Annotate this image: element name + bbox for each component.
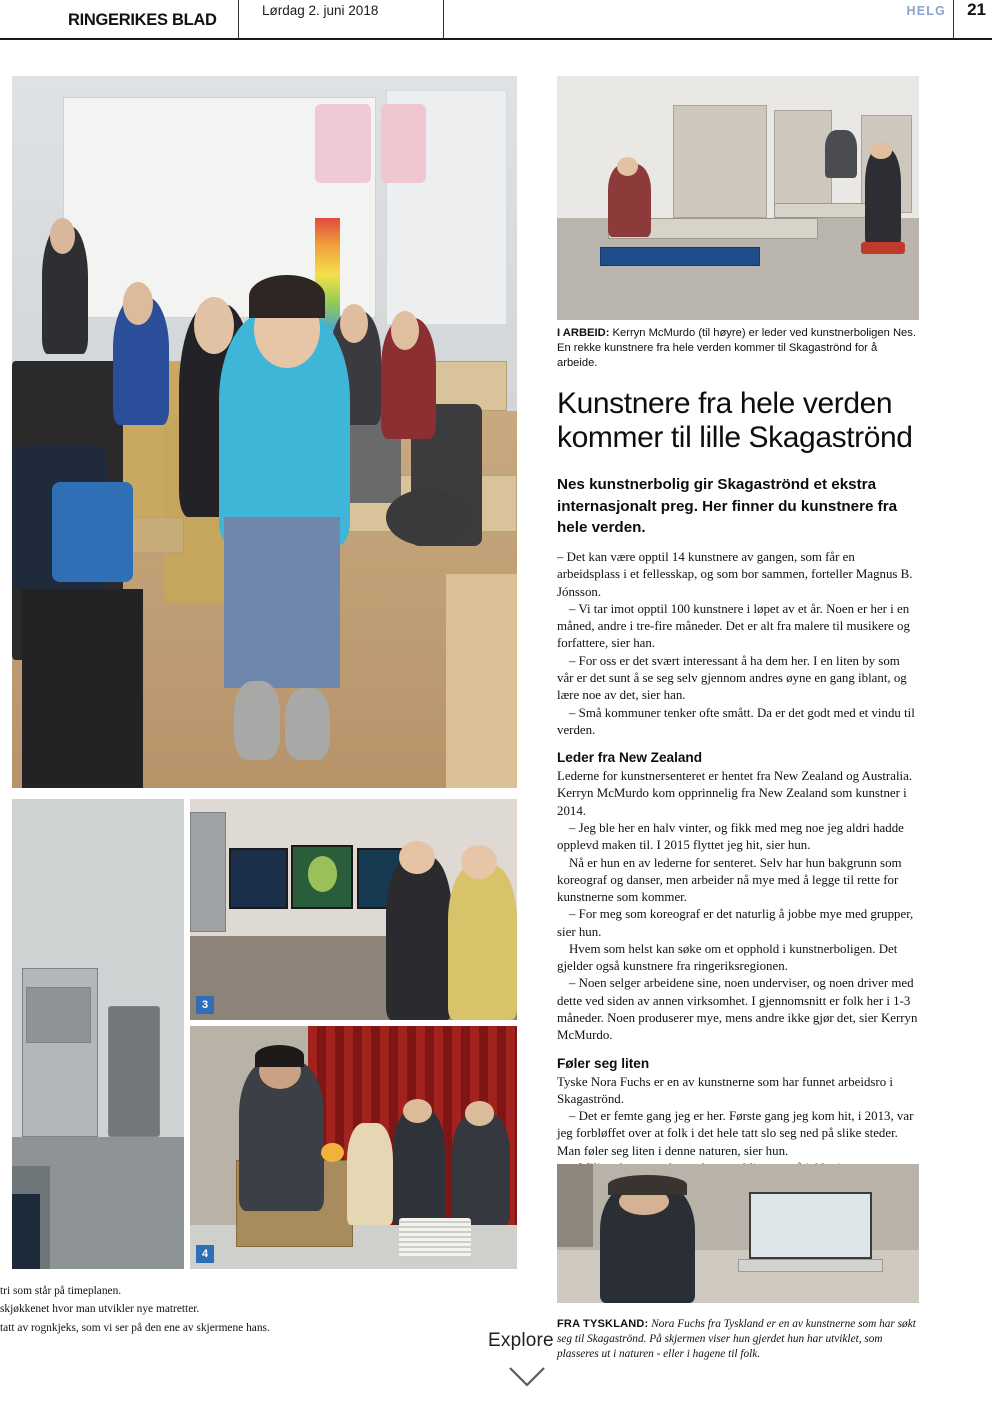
body-paragraph: – Det kan være opptil 14 kunstnere av gangen, som får en arbeidsplass i et fellesskap, og som bor sammen, forteller Magnus B. Jónsson. bbox=[557, 550, 913, 599]
caption-bottom-lead: FRA TYSKLAND: bbox=[557, 1318, 649, 1331]
caption-top-text: Kerryn McMurdo (til høyre) er leder ved kunstnerboligen Nes. En rekke kunstnere fra hele verden kommer til Skagaströnd for å arbeide. bbox=[557, 327, 916, 369]
subheading-foler-seg-liten: Føler seg liten bbox=[557, 1055, 650, 1071]
left-caption-line: skjøkkenet hvor man utvikler nye matretter. bbox=[0, 1303, 200, 1316]
publication-title: RINGERIKES BLAD bbox=[68, 10, 217, 29]
body-paragraph: Tyske Nora Fuchs er en av kunstnerne som har funnet arbeidsro i Skagaströnd. bbox=[557, 1074, 893, 1106]
section-label: HELG bbox=[906, 4, 946, 18]
masthead-inner bbox=[68, 8, 968, 32]
caption-top bbox=[557, 326, 919, 371]
page-number: 21 bbox=[967, 0, 986, 19]
left-photo-captions bbox=[0, 1282, 520, 1337]
nora-fuchs-laptop-photo bbox=[557, 1164, 919, 1303]
body-paragraph: – Noen selger arbeidene sine, noen underviser, og noen driver med dette ved siden av annen virksomhet. I gjennomsnitt er folk her i 1-3 måneder. Noen produserer mye, mens andre ikke gjør det, sier Kerryn McMurdo. bbox=[557, 976, 918, 1043]
article-column bbox=[557, 326, 919, 1195]
left-caption-line: tatt av rognkjeks, som vi ser på den ene av skjermene hans. bbox=[0, 1321, 270, 1334]
photo-badge-3: 3 bbox=[196, 996, 214, 1014]
photo-badge-4: 4 bbox=[196, 1245, 214, 1263]
body-paragraph: Hvem som helst kan søke om et opphold i kunstnerboligen. Det gjelder også kunstnere fra ringeriksregionen. bbox=[557, 941, 898, 974]
masthead-divider-right bbox=[443, 0, 444, 38]
body-paragraph: – Det er femte gang jeg er her. Første gang jeg kom hit, i 2013, var jeg forbløffet over at folk i det hele tatt slo seg ned på slike steder. Man føler seg liten i denne naturen, sier hun. bbox=[557, 1109, 914, 1158]
caption-top-lead: I ARBEID: bbox=[557, 327, 610, 339]
body-paragraph: – For oss er det svært interessant å ha dem her. I en liten by som vår er det sunt å se seg selv gjennom andres øyne en gang iblant, og lære noe av det, sier han. bbox=[557, 653, 907, 703]
caption-bottom bbox=[557, 1317, 919, 1362]
explore-label[interactable]: Explore bbox=[488, 1330, 554, 1351]
article-headline: Kunstnere fra hele verden kommer til lille Skagaströnd bbox=[557, 386, 913, 455]
body-paragraph: – Jeg ble her en halv vinter, og fikk med meg noe jeg aldri hadde opplevd maken til. I 2015 flyttet jeg hit, sier hun. bbox=[557, 820, 904, 853]
body-paragraph: – Små kommuner tenker ofte smått. Da er det godt med et vindu til verden. bbox=[557, 705, 915, 737]
cooking-demo-photo bbox=[190, 1026, 517, 1269]
artist-residence-workshop-photo bbox=[557, 76, 919, 320]
masthead-divider-left bbox=[238, 0, 239, 38]
article-standfirst: Nes kunstnerbolig gir Skagaströnd et ekstra internasjonalt preg. Her finner du kunstnere fra hele verden. bbox=[557, 476, 898, 537]
masthead bbox=[0, 0, 992, 40]
caption-bottom-text: Nora Fuchs fra Tyskland er en av kunstnerne som har søkt seg til Skagaströnd. På skjermen viser hun gjerdet hun har utviklet, som plasseres ut i naturen - eller i hagene til folk. bbox=[557, 1318, 916, 1361]
body-paragraph: Nå er hun en av lederne for senteret. Selv har hun bakgrunn som koreograf og danser, men arbeider nå mye med å legge til rette for kunstnerne som kommer. bbox=[557, 855, 902, 905]
masthead-divider-page bbox=[953, 0, 954, 38]
article-body bbox=[557, 549, 919, 1195]
body-paragraph: Lederne for kunstnersenteret er hentet fra New Zealand og Australia. Kerryn McMurdo kom opprinnelig fra New Zealand som kunstner i 2014. bbox=[557, 769, 913, 818]
chevron-down-icon[interactable] bbox=[508, 1366, 546, 1388]
computer-room-photo bbox=[190, 799, 517, 1020]
body-paragraph: – Vi tar imot opptil 100 kunstnere i løpet av et år. Noen er her i en måned, andre i tre-fire måneder. Det er alt fra malere til musikere og forfattere, sier han. bbox=[557, 601, 910, 651]
kitchen-photo bbox=[12, 799, 184, 1269]
subheading-leder-fra-new-zealand: Leder fra New Zealand bbox=[557, 750, 703, 766]
issue-date: Lørdag 2. juni 2018 bbox=[262, 3, 379, 18]
body-paragraph: – For meg som koreograf er det naturlig å jobbe mye med grupper, sier hun. bbox=[557, 907, 914, 939]
left-caption-line: tri som står på timeplanen. bbox=[0, 1285, 122, 1297]
classroom-photo bbox=[12, 76, 517, 788]
